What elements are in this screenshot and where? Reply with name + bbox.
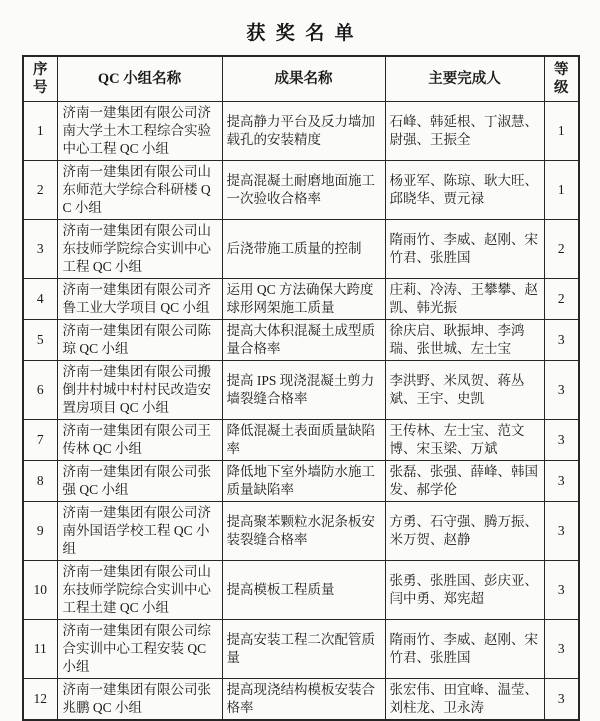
cell-group-name: 济南一建集团有限公司山东师范大学综合科研楼 QC 小组 bbox=[57, 161, 222, 220]
cell-contributors: 隋雨竹、李威、赵刚、宋竹君、张胜国 bbox=[385, 220, 544, 279]
table-body bbox=[23, 102, 579, 721]
cell-index: 11 bbox=[23, 620, 57, 679]
col-header-group-name: QC 小组名称 bbox=[57, 56, 222, 102]
cell-result-name: 提高现浇结构模板安装合格率 bbox=[222, 679, 385, 721]
cell-index: 1 bbox=[23, 102, 57, 161]
cell-result-name: 运用 QC 方法确保大跨度球形网架施工质量 bbox=[222, 279, 385, 320]
cell-contributors: 张勇、张胜国、彭庆亚、闫中勇、郑宪超 bbox=[385, 561, 544, 620]
cell-result-name: 提高安装工程二次配管质量 bbox=[222, 620, 385, 679]
cell-contributors: 石峰、韩延根、丁淑慧、尉强、王振全 bbox=[385, 102, 544, 161]
col-header-result-name: 成果名称 bbox=[222, 56, 385, 102]
cell-grade: 3 bbox=[544, 502, 579, 561]
table-row bbox=[23, 161, 579, 220]
cell-group-name: 济南一建集团有限公司济南大学土木工程综合实验中心工程 QC 小组 bbox=[57, 102, 222, 161]
table-row bbox=[23, 679, 579, 721]
col-header-contributors: 主要完成人 bbox=[385, 56, 544, 102]
cell-grade: 2 bbox=[544, 220, 579, 279]
cell-group-name: 济南一建集团有限公司齐鲁工业大学项目 QC 小组 bbox=[57, 279, 222, 320]
cell-group-name: 济南一建集团有限公司陈琼 QC 小组 bbox=[57, 320, 222, 361]
cell-group-name: 济南一建集团有限公司济南外国语学校工程 QC 小组 bbox=[57, 502, 222, 561]
col-header-grade: 等级 bbox=[544, 56, 579, 102]
table-row bbox=[23, 502, 579, 561]
cell-grade: 3 bbox=[544, 361, 579, 420]
table-row bbox=[23, 102, 579, 161]
cell-index: 7 bbox=[23, 420, 57, 461]
header-row bbox=[23, 56, 579, 102]
cell-result-name: 降低地下室外墙防水施工质量缺陷率 bbox=[222, 461, 385, 502]
cell-contributors: 徐庆启、耿振坤、李鸿瑞、张世城、左士宝 bbox=[385, 320, 544, 361]
cell-contributors: 张磊、张强、薛峰、韩国发、郝学伦 bbox=[385, 461, 544, 502]
cell-grade: 2 bbox=[544, 279, 579, 320]
cell-index: 6 bbox=[23, 361, 57, 420]
table-row bbox=[23, 361, 579, 420]
table-row bbox=[23, 320, 579, 361]
award-table bbox=[22, 55, 580, 721]
table-row bbox=[23, 461, 579, 502]
cell-contributors: 庄莉、冷涛、王攀攀、赵凯、韩光振 bbox=[385, 279, 544, 320]
page-title: 获奖名单 bbox=[246, 23, 365, 44]
cell-result-name: 降低混凝土表面质量缺陷率 bbox=[222, 420, 385, 461]
cell-result-name: 后浇带施工质量的控制 bbox=[222, 220, 385, 279]
table-row bbox=[23, 220, 579, 279]
cell-index: 8 bbox=[23, 461, 57, 502]
cell-index: 12 bbox=[23, 679, 57, 721]
cell-contributors: 张宏伟、田宜峰、温莹、刘柱龙、卫永涛 bbox=[385, 679, 544, 721]
cell-grade: 3 bbox=[544, 620, 579, 679]
cell-group-name: 济南一建集团有限公司综合实训中心工程安装 QC 小组 bbox=[57, 620, 222, 679]
cell-group-name: 济南一建集团有限公司山东技师学院综合实训中心工程土建 QC 小组 bbox=[57, 561, 222, 620]
cell-group-name: 济南一建集团有限公司搬倒井村城中村村民改造安置房项目 QC 小组 bbox=[57, 361, 222, 420]
cell-grade: 1 bbox=[544, 161, 579, 220]
cell-grade: 3 bbox=[544, 420, 579, 461]
cell-contributors: 隋雨竹、李威、赵刚、宋竹君、张胜国 bbox=[385, 620, 544, 679]
cell-index: 5 bbox=[23, 320, 57, 361]
cell-result-name: 提高模板工程质量 bbox=[222, 561, 385, 620]
table-row bbox=[23, 620, 579, 679]
table-row bbox=[23, 420, 579, 461]
cell-group-name: 济南一建集团有限公司王传林 QC 小组 bbox=[57, 420, 222, 461]
cell-contributors: 杨亚军、陈琼、耿大旺、邱晓华、贾元禄 bbox=[385, 161, 544, 220]
cell-index: 2 bbox=[23, 161, 57, 220]
cell-grade: 3 bbox=[544, 320, 579, 361]
cell-contributors: 方勇、石守强、腾万振、米万贺、赵静 bbox=[385, 502, 544, 561]
cell-result-name: 提高静力平台及反力墙加载孔的安装精度 bbox=[222, 102, 385, 161]
cell-contributors: 王传林、左士宝、范文博、宋玉梁、万斌 bbox=[385, 420, 544, 461]
cell-result-name: 提高聚苯颗粒水泥条板安装裂缝合格率 bbox=[222, 502, 385, 561]
cell-index: 3 bbox=[23, 220, 57, 279]
cell-index: 10 bbox=[23, 561, 57, 620]
cell-contributors: 李洪野、米凤贺、蒋丛斌、王宇、史凯 bbox=[385, 361, 544, 420]
cell-group-name: 济南一建集团有限公司张强 QC 小组 bbox=[57, 461, 222, 502]
cell-result-name: 提高大体积混凝土成型质量合格率 bbox=[222, 320, 385, 361]
table-row bbox=[23, 561, 579, 620]
cell-group-name: 济南一建集团有限公司山东技师学院综合实训中心工程 QC 小组 bbox=[57, 220, 222, 279]
cell-index: 9 bbox=[23, 502, 57, 561]
cell-result-name: 提高混凝土耐磨地面施工一次验收合格率 bbox=[222, 161, 385, 220]
table-row bbox=[23, 279, 579, 320]
cell-grade: 3 bbox=[544, 561, 579, 620]
col-header-index: 序号 bbox=[23, 56, 57, 102]
cell-grade: 3 bbox=[544, 679, 579, 721]
cell-group-name: 济南一建集团有限公司张兆鹏 QC 小组 bbox=[57, 679, 222, 721]
cell-result-name: 提高 IPS 现浇混凝土剪力墙裂缝合格率 bbox=[222, 361, 385, 420]
cell-index: 4 bbox=[23, 279, 57, 320]
cell-grade: 3 bbox=[544, 461, 579, 502]
cell-grade: 1 bbox=[544, 102, 579, 161]
